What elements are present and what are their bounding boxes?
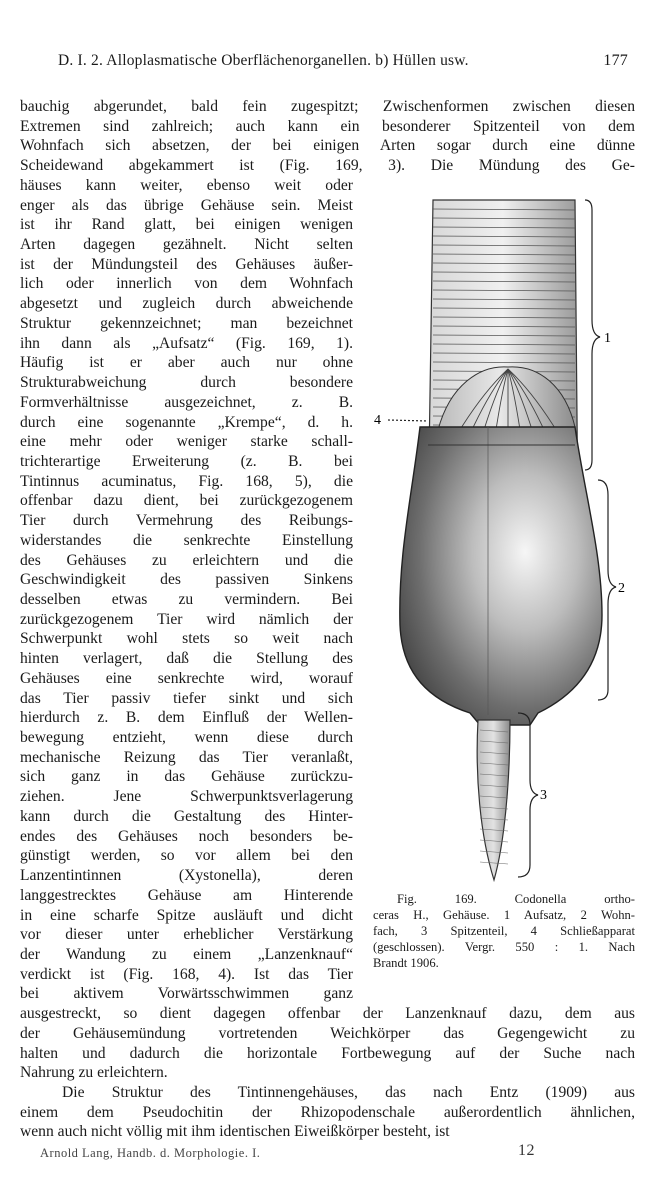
text-line: Gehäuses eine senkrechte wird, worauf — [20, 669, 353, 687]
text-line: das Tier passiv tiefer sinkt und sich — [20, 689, 353, 707]
text-line: häuses kann weiter, ebenso weit oder — [20, 176, 353, 194]
text-line: sich ganz in das Gehäuse zurückzu- — [20, 768, 353, 786]
bracket-3 — [518, 713, 538, 877]
text-line: bauchig abgerundet, bald fein zugespitzt; Zwischenformen zwischen diesen — [20, 98, 635, 115]
page-number: 177 — [603, 52, 628, 69]
bracket-1 — [585, 200, 600, 470]
text-line: halten und dadurch die horizontale Fortbewegung auf der Suche nach — [20, 1044, 635, 1062]
text-line: Tier durch Vermehrung des Reibungs- — [20, 512, 353, 530]
text-line: ausgestreckt, so dient dagegen offenbar der Lanzenknauf dazu, dem aus — [20, 1005, 635, 1023]
page-footer — [40, 1142, 620, 1164]
text-line: widerstandes die senkrechte Einstellung — [20, 531, 353, 549]
text-line: ist ihr Rand glatt, bei einigen wenigen — [20, 216, 353, 234]
pointer-4 — [388, 420, 428, 421]
text-line: lich oder innerlich von dem Wohnfach — [20, 275, 353, 293]
text-line: eine mehr oder weniger starke schall- — [20, 433, 353, 451]
text-line: Lanzentintinnen (Xystonella), deren — [20, 867, 353, 885]
text-line: wenn auch nicht völlig mit ihm identischen Eiweißkörper besteht, ist — [20, 1123, 450, 1141]
footer-signature: 12 — [518, 1142, 535, 1159]
wohnfach-chamber — [400, 427, 602, 725]
text-line: der Wandung zu einem „Lanzenknauf“ — [20, 945, 353, 963]
caption-line: fach, 3 Spitzenteil, 4 Schließapparat — [373, 924, 635, 938]
text-line: Extremen sind zahlreich; auch kann ein besonderer Spitzenteil von dem — [20, 117, 635, 135]
text-line: Formverhältnisse ausgezeichnet, z. B. — [20, 393, 353, 411]
text-line: des Gehäuses zu erleichtern und die — [20, 551, 353, 569]
text-line: Schwerpunkt wohl stets so weit nach — [20, 630, 353, 648]
figure-label-1: 1 — [604, 331, 611, 346]
text-line: verdickt ist (Fig. 168, 4). Ist das Tier — [20, 965, 353, 983]
text-line: Strukturabweichung durch besondere — [20, 374, 353, 392]
figure-169-illustration — [370, 195, 655, 885]
text-line: Häufig ist er aber auch nur ohne — [20, 354, 353, 372]
footer-source: Arnold Lang, Handb. d. Morphologie. I. — [40, 1146, 261, 1160]
text-line: hinten verlagert, daß die Stellung des — [20, 650, 353, 668]
text-line: zurückgezogenem Tier wird nämlich der — [20, 610, 353, 628]
running-header — [58, 52, 628, 76]
text-line: offenbar dazu dient, bei zurückgezogenem — [20, 492, 353, 510]
text-line: Geschwindigkeit des passiven Sinkens — [20, 571, 353, 589]
text-line: der Gehäusemündung vortretenden Weichkörper das Gegengewicht zu — [20, 1024, 635, 1042]
figure-label-4: 4 — [374, 413, 381, 428]
text-line: ziehen. Jene Schwerpunktsverlagerung — [20, 788, 353, 806]
text-line: bei aktivem Vorwärtsschwimmen ganz — [20, 985, 353, 1003]
text-line: langgestrecktes Gehäuse am Hinterende — [20, 886, 353, 904]
text-line: Scheidewand abgekammert ist (Fig. 169, 3). Die Mündung des Ge- — [20, 157, 635, 175]
text-line: endes des Gehäuses noch besonders be- — [20, 827, 353, 845]
text-line: Nahrung zu erleichtern. — [20, 1064, 168, 1082]
text-line: kann durch die Gestaltung des Hinter- — [20, 807, 353, 825]
text-line: bewegung entzieht, wenn diese durch — [20, 729, 353, 747]
spitzenteil-spike — [477, 720, 510, 880]
text-line: abgesetzt und zugleich durch abweichende — [20, 295, 353, 313]
text-line: ihn dann als „Aufsatz“ (Fig. 169, 1). — [20, 334, 353, 352]
text-line: mechanische Reizung das Tier veranlaßt, — [20, 748, 353, 766]
text-line: desselben etwas zu vermindern. Bei — [20, 591, 353, 608]
text-line: günstigt werden, so vor allem bei den — [20, 847, 353, 865]
text-line: Arten dagegen gezähnelt. Nicht selten — [20, 236, 353, 254]
caption-line: ceras H., Gehäuse. 1 Aufsatz, 2 Wohn- — [373, 908, 635, 922]
running-title: D. I. 2. Alloplasmatische Oberflächenorganellen. b) Hüllen usw. — [58, 52, 469, 69]
text-line: trichterartige Erweiterung (z. B. bei — [20, 452, 353, 470]
figure-body — [400, 200, 602, 880]
figure-label-3: 3 — [540, 788, 547, 803]
caption-line: Fig. 169. Codonella ortho- — [397, 892, 635, 906]
figure-label-2: 2 — [618, 581, 625, 596]
text-line: Struktur gekennzeichnet; man bezeichnet — [20, 314, 353, 332]
figure-caption — [373, 891, 635, 971]
text-line: hierdurch z. B. dem Einfluß der Wellen- — [20, 709, 353, 727]
text-line: vor dieser unter erheblicher Verstärkung — [20, 926, 353, 944]
text-line: Tintinnus acuminatus, Fig. 168, 5), die — [20, 472, 353, 490]
caption-line: Brandt 1906. — [373, 956, 439, 970]
text-line: einem dem Pseudochitin der Rhizopodenschale außerordentlich ähnlichen, — [20, 1103, 635, 1121]
text-line: in eine scharfe Spitze ausläuft und dicht — [20, 906, 353, 924]
text-line: Die Struktur des Tintinnengehäuses, das nach Entz (1909) aus — [62, 1084, 635, 1101]
text-line: ist der Mündungsteil des Gehäuses äußer- — [20, 255, 353, 273]
caption-line: (geschlossen). Vergr. 550 : 1. Nach — [373, 940, 635, 954]
text-line: durch eine sogenannte „Krempe“, d. h. — [20, 413, 353, 431]
text-line: Wohnfach sich absetzen, der bei einigen Arten sogar durch eine dünne — [20, 137, 635, 155]
text-line: enger als das übrige Gehäuse sein. Meist — [20, 196, 353, 214]
